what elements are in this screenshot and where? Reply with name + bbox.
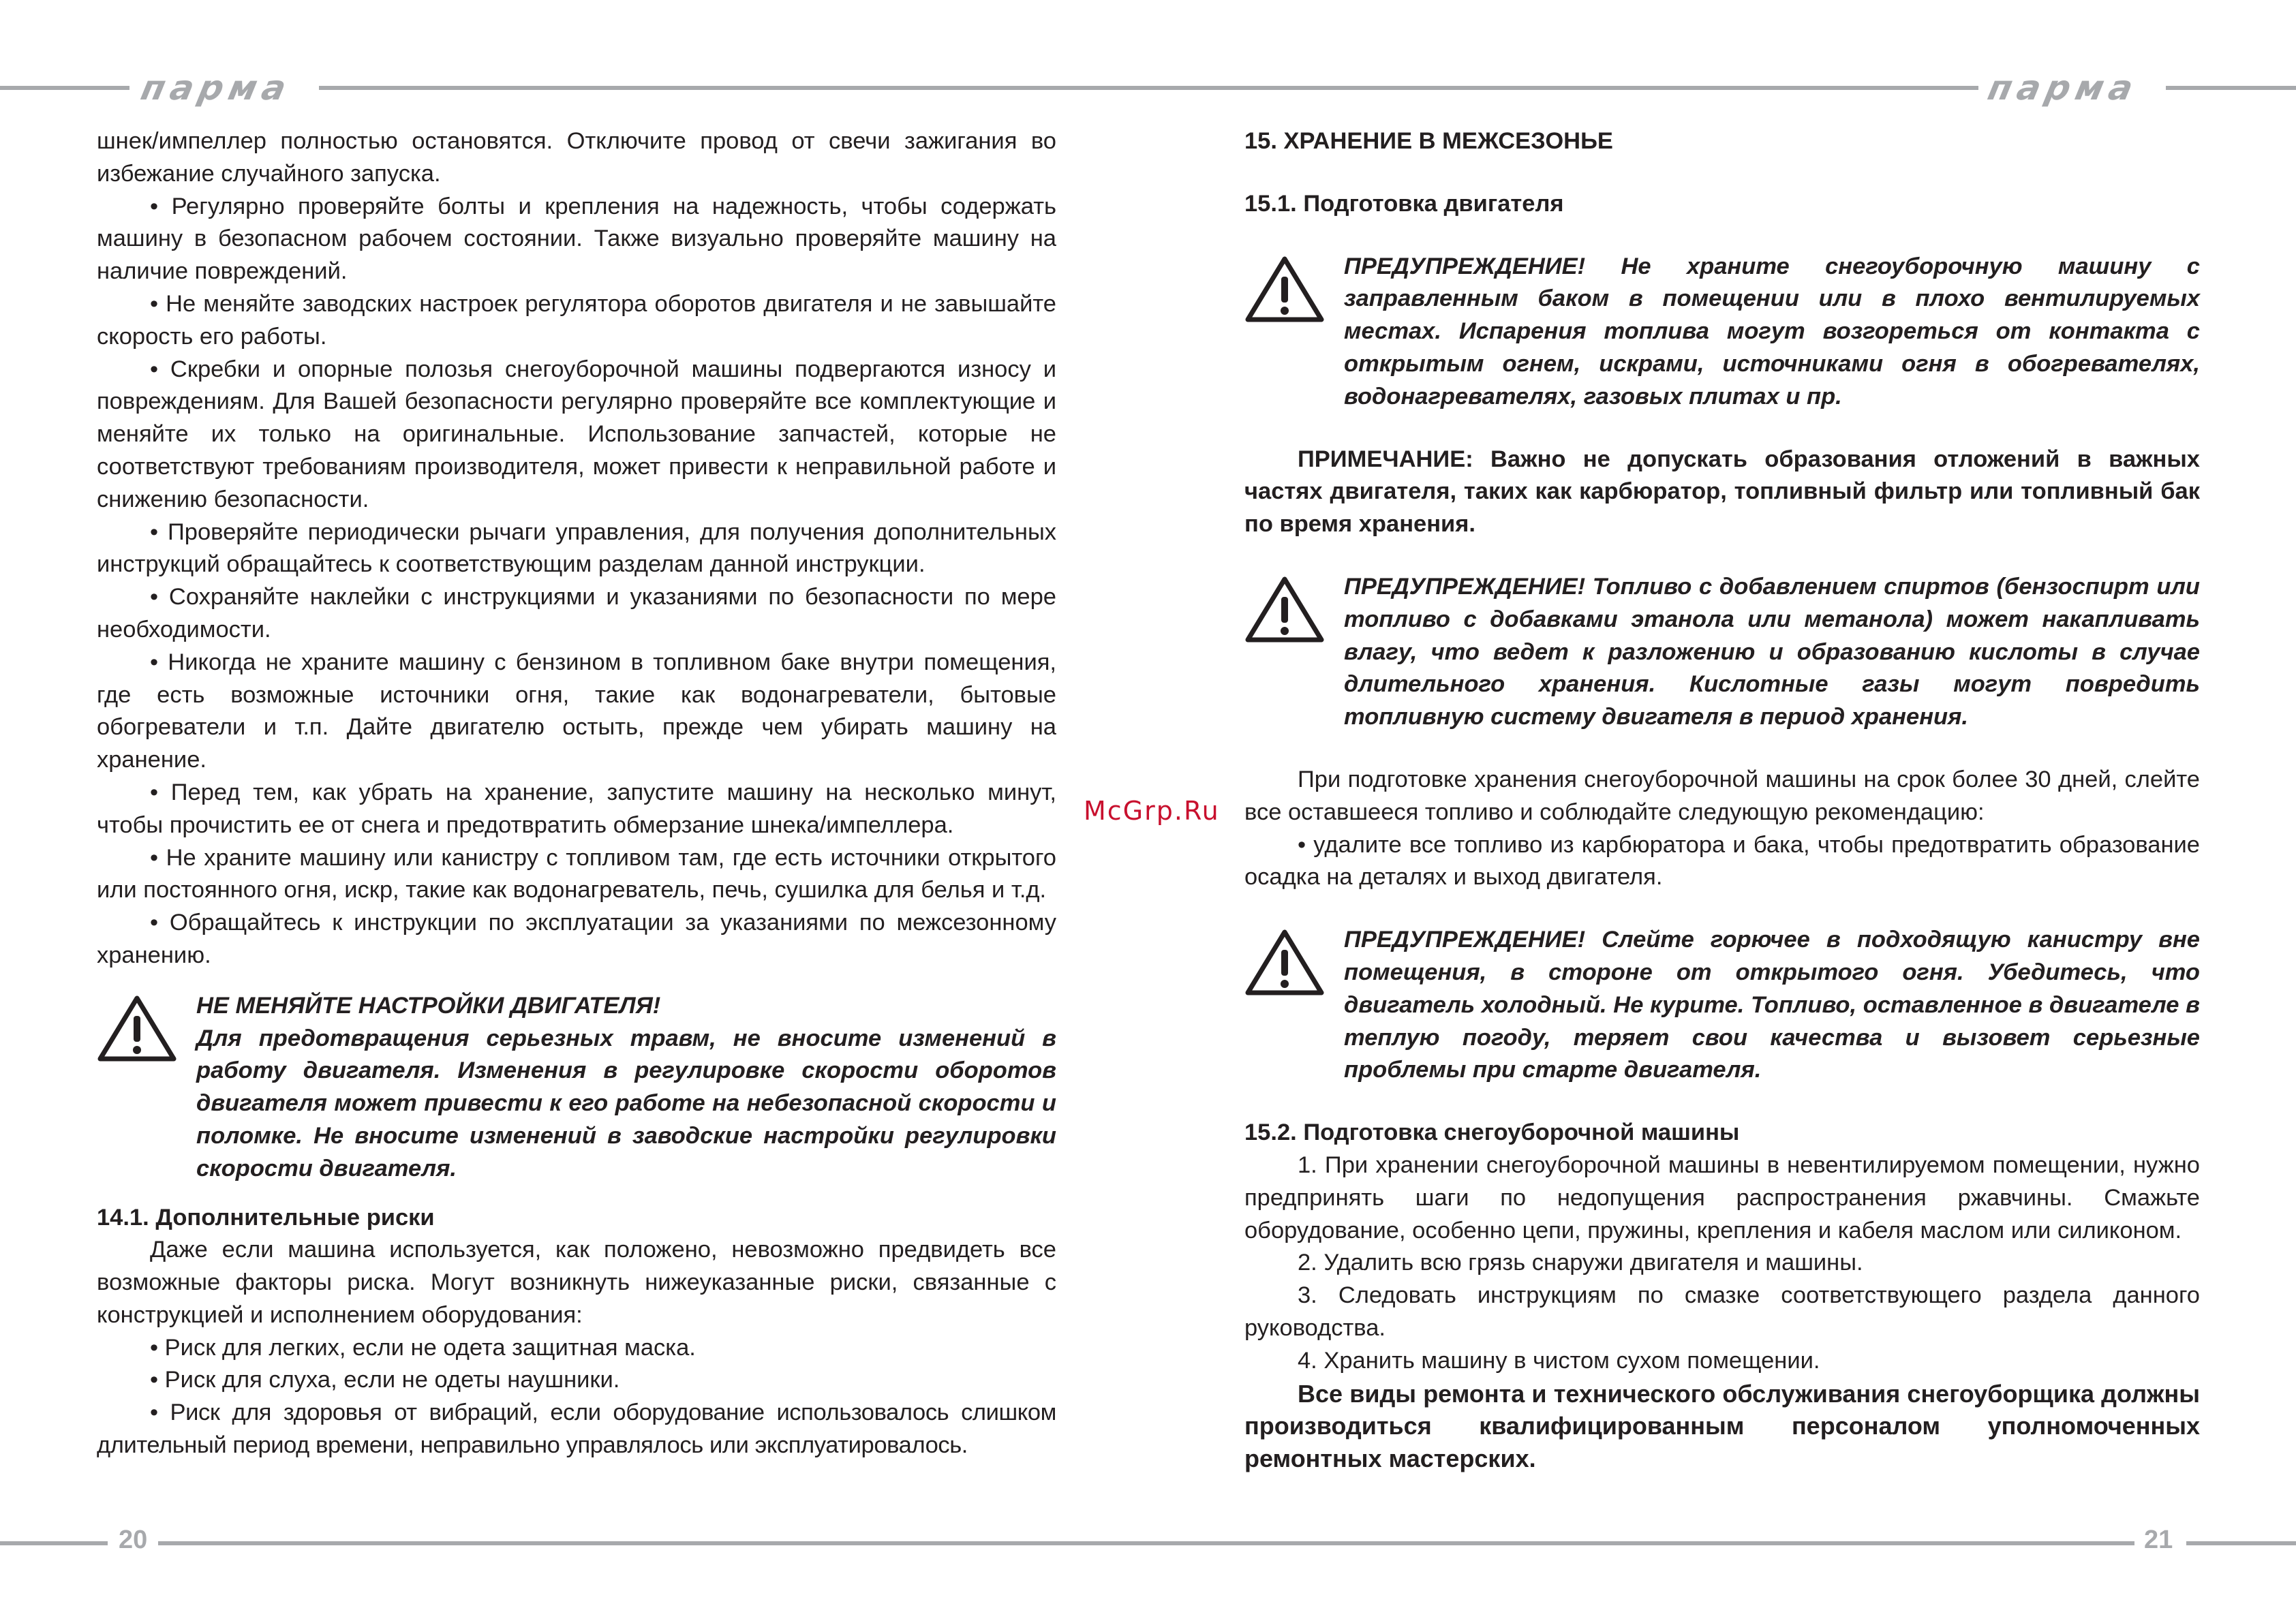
section-heading-14-1: 14.1. Дополнительные риски <box>97 1204 435 1231</box>
warning-text: ПРЕДУПРЕЖДЕНИЕ! Топливо с добавлением спиртов (бензоспирт или топливо с добавками этанола или метанола) может накапливать влагу, что ведет к разложению и образованию кислоты в случае длительного хранения. Кислотные газы могут повредить топливную систему двигателя в период хранения. <box>1344 573 2200 730</box>
paragraph: • Перед тем, как убрать на хранение, запустите машину на несколько минут, чтобы прочистить ее от снега и предотвратить обмерзание шнека/импеллера. <box>97 779 1056 838</box>
brand-logo-right: парма <box>1984 68 2142 108</box>
final-statement: Все виды ремонта и технического обслуживания снегоуборщика должны производиться квалифицированным персоналом уполномоченных ремонтных мастерских. <box>1244 1379 2200 1473</box>
step-item: 3. Следовать инструкциям по смазке соответствующего раздела данного руководства. <box>1244 1282 2200 1341</box>
paragraph: • Сохраняйте наклейки с инструкциями и указаниями по безопасности по мере необходимости. <box>97 584 1056 643</box>
paragraph: Даже если машина используется, как положено, невозможно предвидеть все возможные факторы риска. Могут возникнуть нижеуказанные риски, связанные с конструкцией и исполнением оборудования: <box>97 1237 1056 1328</box>
brand-logo-left: парма <box>137 68 295 108</box>
section-heading-15-1: 15.1. Подготовка двигателя <box>1244 190 1564 217</box>
list-item: • Риск для здоровья от вибраций, если оборудование использовалось слишком длительный период времени, неправильно управлялось или эксплуатировалось. <box>97 1400 1056 1459</box>
warning-block-alcohol-fuel <box>1244 571 2200 734</box>
warning-triangle-icon <box>1244 255 1325 323</box>
left-page-column <box>97 125 1056 1462</box>
warning-block-engine-settings <box>97 990 1056 1186</box>
warning-text: ПРЕДУПРЕЖДЕНИЕ! Не храните снегоуборочную машину с заправленным баком в помещении или в плохо вентилируемых местах. Испарения топлива могут возгореться от контакта с открытым огнем, искрами, источниками огня в обогревателях, водонагревателях, газовых плитах и пр. <box>1344 253 2200 409</box>
right-page-column <box>1244 125 2200 1475</box>
list-item: • Риск для легких, если не одета защитная маска. <box>150 1334 696 1361</box>
section-heading-15-2: 15.2. Подготовка снегоуборочной машины <box>1244 1119 1740 1146</box>
footer-rule-left <box>0 1541 108 1545</box>
warning-title: НЕ МЕНЯЙТЕ НАСТРОЙКИ ДВИГАТЕЛЯ! <box>196 992 661 1019</box>
paragraph: • Не храните машину или канистру с топливом там, где есть источники открытого или постоянного огня, искр, такие как водонагреватель, печь, сушилка для белья и т.д. <box>97 844 1056 903</box>
header-rule-left-a <box>0 86 129 90</box>
warning-text: ПРЕДУПРЕЖДЕНИЕ! Слейте горючее в подходящую канистру вне помещения, в стороне от открытого огня. Убедитесь, что двигатель холодный. Не курите. Топливо, оставленное в двигателе в теплую погоду, теряет свои качества и вызовет серьезные проблемы при старте двигателя. <box>1344 927 2200 1083</box>
page-number-right: 21 <box>2144 1526 2173 1554</box>
warning-body: Для предотвращения серьезных травм, не вносите изменений в работу двигателя. Изменения в регулировке скорости оборотов двигателя может привести к его работе на небезопасной скорости и поломке. Не вносите изменений в заводские настройки регулировки скорости двигателя. <box>196 1025 1056 1181</box>
paragraph: • Не меняйте заводских настроек регулятора оборотов двигателя и не завышайте скорость его работы. <box>97 290 1056 350</box>
paragraph: шнек/импеллер полностью остановятся. Отключите провод от свечи зажигания во избежание случайного запуска. <box>97 128 1056 187</box>
paragraph: При подготовке хранения снегоуборочной машины на срок более 30 дней, слейте все оставшееся топливо и соблюдайте следующую рекомендацию: <box>1244 766 2200 825</box>
list-item: • удалите все топливо из карбюратора и бака, чтобы предотвратить образование осадка на деталях и выход двигателя. <box>1244 831 2200 891</box>
step-item: 4. Хранить машину в чистом сухом помещении. <box>1298 1347 1820 1374</box>
step-item: 1. При хранении снегоуборочной машины в невентилируемом помещении, нужно предпринять шаги по недопущения распространения ржавчины. Смажьте оборудование, особенно цепи, пружины, крепления и кабеля маслом или силиконом. <box>1244 1151 2200 1243</box>
note-paragraph: ПРИМЕЧАНИЕ: Важно не допускать образования отложений в важных частях двигателя, таких как карбюратор, топливный фильтр или топливный бак по время хранения. <box>1244 446 2200 538</box>
warning-block-storage <box>1244 251 2200 414</box>
header-rule-left-b <box>319 86 1978 90</box>
footer-rule-middle <box>158 1541 2134 1545</box>
warning-triangle-icon <box>1244 928 1325 996</box>
warning-block-drain-fuel <box>1244 924 2200 1087</box>
paragraph: • Проверяйте периодически рычаги управления, для получения дополнительных инструкций обращайтесь к соответствующим разделам данной инструкции. <box>97 519 1056 578</box>
paragraph: • Регулярно проверяйте болты и крепления на надежность, чтобы содержать машину в безопасном рабочем состоянии. Также визуально проверяйте машину на наличие повреждений. <box>97 193 1056 285</box>
list-item: • Риск для слуха, если не одеты наушники. <box>150 1367 620 1393</box>
footer-rule-right <box>2186 1541 2296 1545</box>
paragraph: • Скребки и опорные полозья снегоуборочной машины подвергаются износу и повреждениям. Для Вашей безопасности регулярно проверяйте все комплектующие и меняйте их только на оригинальные. Использование запчастей, которые не соответствуют требованиям производителя, может привести к неправильной работе и снижению безопасности. <box>97 356 1056 512</box>
page-number-left: 20 <box>119 1526 148 1554</box>
paragraph: • Обращайтесь к инструкции по эксплуатации за указаниями по межсезонному хранению. <box>97 910 1056 968</box>
warning-triangle-icon <box>97 994 177 1062</box>
step-item: 2. Удалить всю грязь снаружи двигателя и машины. <box>1298 1250 1863 1276</box>
watermark: McGrp.Ru <box>1084 796 1220 826</box>
warning-triangle-icon <box>1244 575 1325 643</box>
paragraph: • Никогда не храните машину с бензином в топливном баке внутри помещения, где есть возможные источники огня, такие как водонагреватели, бытовые обогреватели и т.п. Дайте двигателю остыть, прежде чем убирать машину на хранение. <box>97 649 1056 773</box>
header-rule-right <box>2166 86 2296 90</box>
section-heading-15: 15. ХРАНЕНИЕ В МЕЖСЕЗОНЬЕ <box>1244 128 1613 154</box>
